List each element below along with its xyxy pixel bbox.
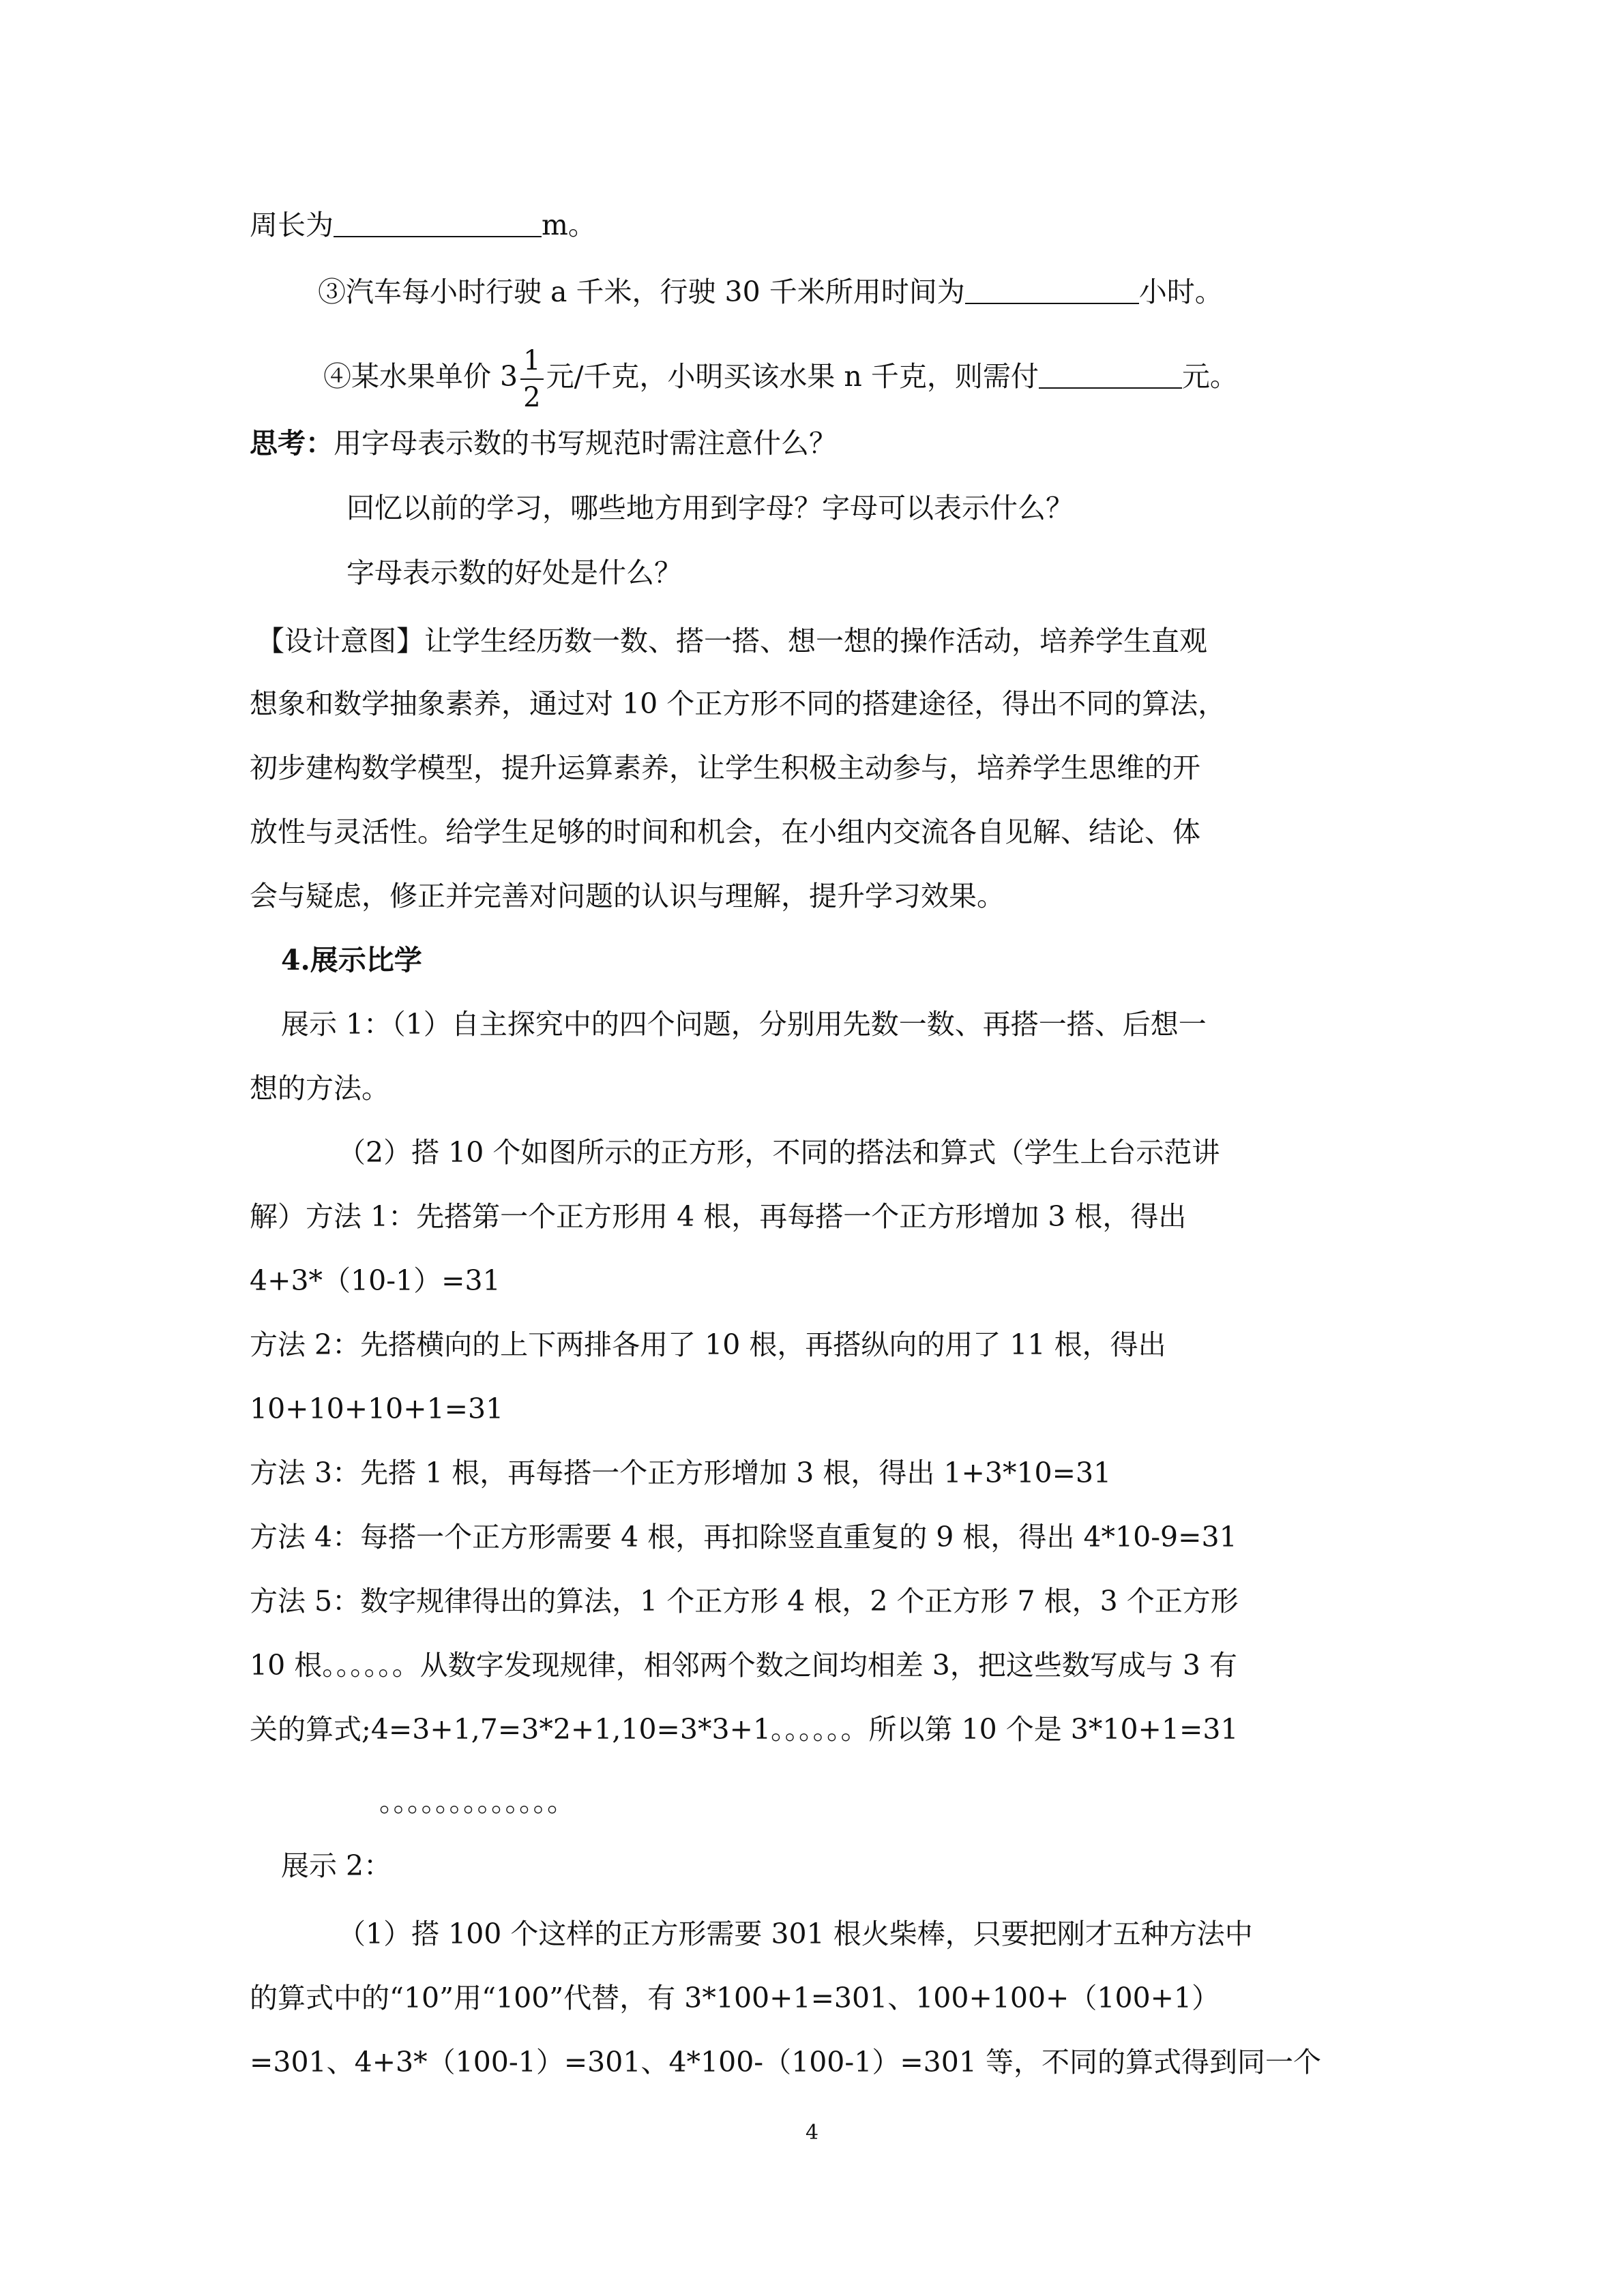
method4: 方法 4：每搭一个正方形需要 4 根，再扣除竖直重复的 9 根，得出 4*10-9=31 [250, 1521, 1237, 1553]
design-intent-5: 会与疑虑，修正并完善对问题的认识与理解，提升学习效果。 [250, 880, 1005, 912]
fruit-unit: 元。 [1181, 360, 1238, 393]
fraction-numerator: 1 [520, 347, 543, 380]
method2-line-2: 10+10+10+1=31 [250, 1392, 504, 1425]
show2-label: 展示 2： [281, 1849, 392, 1882]
page-number: 4 [805, 2121, 819, 2145]
answer-blank-3 [1039, 360, 1182, 389]
show1-line-2: 想的方法。 [250, 1072, 389, 1105]
car-text: ③汽车每小时行驶 a 千米，行驶 30 千米所用时间为 [318, 275, 965, 308]
think-question-2: 回忆以前的学习，哪些地方用到字母？字母可以表示什么？ [346, 492, 1074, 524]
mixed-fraction [520, 344, 543, 413]
perimeter-text: 周长为 [250, 209, 334, 241]
design-intent-4: 放性与灵活性。给学生足够的时间和机会，在小组内交流各自见解、结论、体 [250, 816, 1200, 848]
think-line [250, 423, 837, 464]
method2-line-1: 方法 2：先搭横向的上下两排各用了 10 根，再搭纵向的用了 11 根，得出 [250, 1328, 1166, 1361]
show1-line-3: （2）搭 10 个如图所示的正方形，不同的搭法和算式（学生上台示范讲 [338, 1136, 1220, 1169]
think-question-1: 用字母表示数的书写规范时需注意什么？ [334, 427, 837, 460]
method5-line-3: 关的算式;4=3+1,7=3*2+1,10=3*3+1。。。。。。所以第 10 个是 3*10+1=31 [250, 1713, 1239, 1746]
design-intent-3: 初步建构数学模型，提升运算素养，让学生积极主动参与，培养学生思维的开 [250, 751, 1200, 784]
show2-line-2: 的算式中的“10”用“100”代替，有 3*100+1=301、100+100+（100+1） [250, 1982, 1220, 2014]
car-unit: 小时。 [1138, 275, 1223, 308]
section-title: 4.展示比学 [281, 944, 422, 976]
think-label: 思考： [250, 427, 334, 460]
ellipsis-dots: 。。。。。。。。。。。。。 [379, 1785, 575, 1818]
answer-blank-1 [334, 209, 542, 237]
think-question-3: 字母表示数的好处是什么？ [346, 556, 682, 589]
fruit-prefix: ④某水果单价 3 [323, 360, 518, 393]
show1-line-1: 展示 1：（1）自主探究中的四个问题，分别用先数一数、再搭一搭、后想一 [281, 1008, 1207, 1041]
answer-blank-2 [965, 275, 1139, 304]
method5-line-2: 10 根。。。。。。从数字发现规律，相邻两个数之间均相差 3，把这些数写成与 3 有 [250, 1649, 1237, 1682]
show1-line-5: 4+3*（10-1）=31 [250, 1264, 501, 1297]
perimeter-unit: m。 [542, 209, 596, 241]
design-intent-2: 想象和数学抽象素养，通过对 10 个正方形不同的搭建途径，得出不同的算法， [250, 687, 1226, 720]
design-intent-1: 【设计意图】让学生经历数一数、搭一搭、想一想的操作活动，培养学生直观 [256, 625, 1207, 657]
method5-line-1: 方法 5：数字规律得出的算法，1 个正方形 4 根，2 个正方形 7 根，3 个正方形 [250, 1585, 1239, 1617]
line-perimeter [250, 205, 596, 245]
method3: 方法 3：先搭 1 根，再每搭一个正方形增加 3 根，得出 1+3*10=31 [250, 1457, 1112, 1489]
line-car [318, 271, 1223, 312]
show2-line-3: =301、4+3*（100-1）=301、4*100-（100-1）=301 等，不同的算式得到同一个 [250, 2046, 1321, 2078]
line-fruit [323, 339, 1238, 414]
fraction-denominator: 2 [523, 381, 541, 413]
show2-line-1: （1）搭 100 个这样的正方形需要 301 根火柴棒，只要把刚才五种方法中 [338, 1918, 1253, 1950]
show1-line-4: 解）方法 1：先搭第一个正方形用 4 根，再每搭一个正方形增加 3 根，得出 [250, 1200, 1187, 1233]
fruit-text: 元/千克，小明买该水果 n 千克，则需付 [546, 360, 1039, 393]
